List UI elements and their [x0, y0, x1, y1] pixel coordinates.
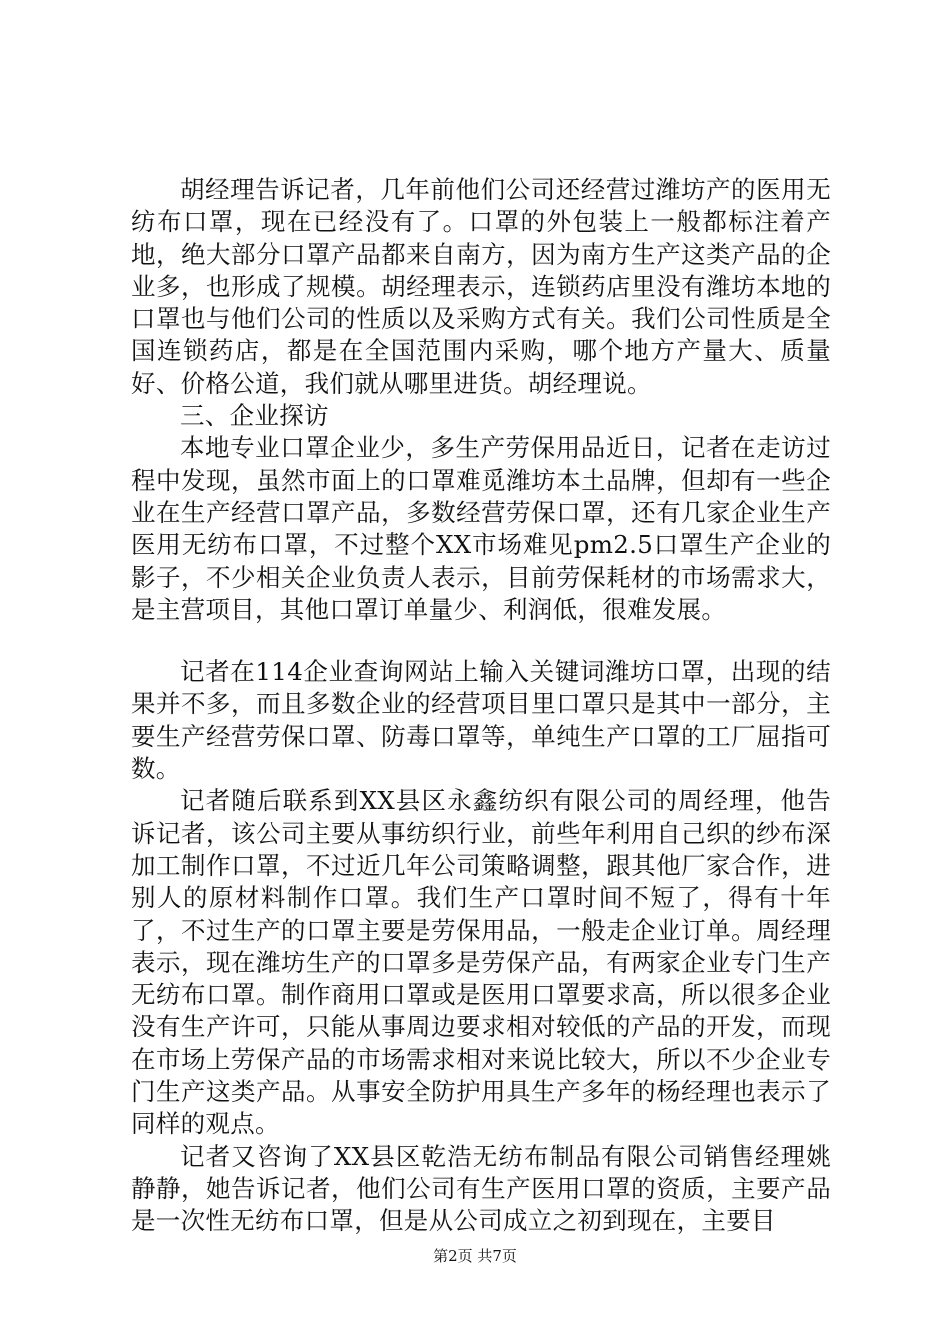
page-number-footer: 第2页 共7页 — [433, 1247, 517, 1265]
document-body — [131, 174, 831, 1238]
paragraph-hu-manager: 胡经理告诉记者，几年前他们公司还经营过潍坊产的医用无纺布口罩，现在已经没有了。口罩的外包装上一般都标注着产地，绝大部分口罩产品都来自南方，因为南方生产这类产品的企业多，也形成了规模。胡经理表示，连锁药店里没有潍坊本地的口罩也与他们公司的性质以及采购方式有关。我们公司性质是全国连锁药店，都是在全国范围内采购，哪个地方产量大、质量好、价格公道，我们就从哪里进货。胡经理说。 — [131, 175, 831, 398]
paragraph-yao-manager: 记者又咨询了XX县区乾浩无纺布制品有限公司销售经理姚静静，她告诉记者，他们公司有生产医用口罩的资质，主要产品是一次性无纺布口罩，但是从公司成立之初到现在，主要目 — [131, 1141, 831, 1236]
paragraph-114-search: 记者在114企业查询网站上输入关键词潍坊口罩，出现的结果并不多，而且多数企业的经营项目里口罩只是其中一部分，主要生产经营劳保口罩、防毒口罩等，单纯生产口罩的工厂屈指可数。 — [131, 657, 831, 784]
paragraph-spacer — [131, 626, 831, 656]
section-heading-enterprise-visit: 三、企业探访 — [180, 401, 329, 431]
paragraph-zhou-manager: 记者随后联系到XX县区永鑫纺织有限公司的周经理，他告诉记者，该公司主要从事纺织行业，前些年利用自己织的纱布深加工制作口罩，不过近几年公司策略调整，跟其他厂家合作，进别人的原材料制作口罩。我们生产口罩时间不短了，得有十年了，不过生产的口罩主要是劳保用品，一般走企业订单。周经理表示，现在潍坊生产的口罩多是劳保产品，有两家企业专门生产无纺布口罩。制作商用口罩或是医用口罩要求高，所以很多企业没有生产许可，只能从事周边要求相对较低的产品的开发，而现在市场上劳保产品的市场需求相对来说比较大，所以不少企业专门生产这类产品。从事安全防护用具生产多年的杨经理也表示了同样的观点。 — [131, 786, 831, 1139]
paragraph-local-enterprises: 本地专业口罩企业少，多生产劳保用品近日，记者在走访过程中发现，虽然市面上的口罩难觅潍坊本土品牌，但却有一些企业在生产经营口罩产品，多数经营劳保口罩，还有几家企业生产医用无纺布口罩，不过整个XX市场难见pm2.5口罩生产企业的影子，不少相关企业负责人表示，目前劳保耗材的市场需求大，是主营项目，其他口罩订单量少、利润低，很难发展。 — [131, 433, 831, 624]
